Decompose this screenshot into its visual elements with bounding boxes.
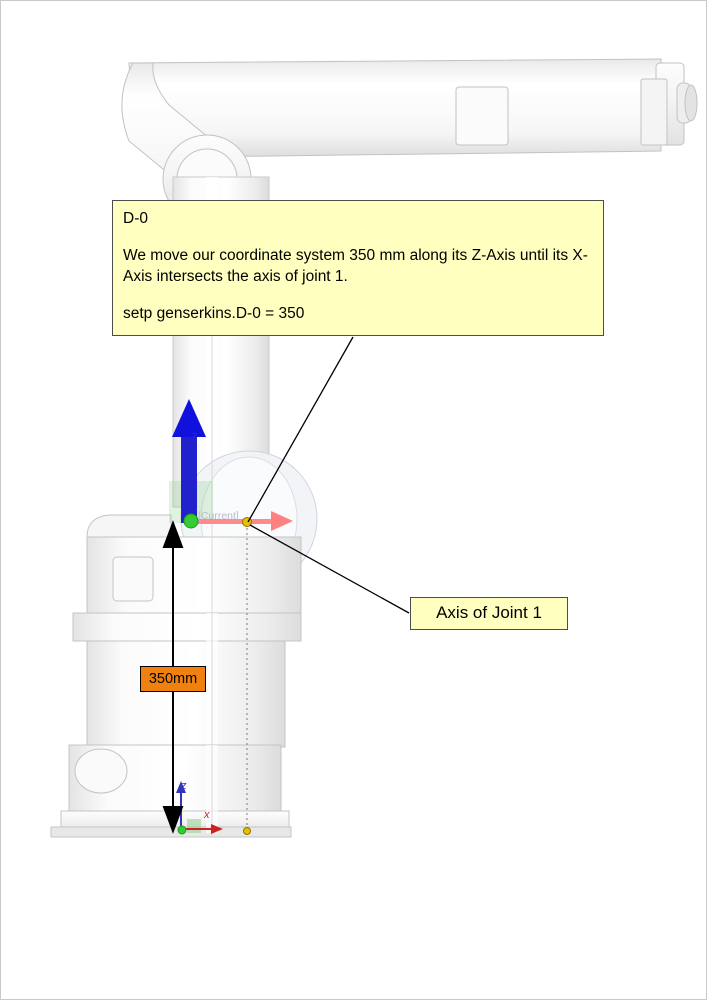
upper-frame-origin [184,514,198,528]
callout-d0-code: setp genserkins.D-0 = 350 [123,304,305,322]
dimension-label-350mm [140,666,206,692]
axis-label-x-lower: x [204,809,210,821]
robot-illustration [1,1,707,1000]
robot-base-block [73,515,301,747]
callout-d0-title: D-0 [123,210,148,227]
callout-axis-label: Axis of Joint 1 [436,603,542,623]
callout-d0 [112,200,604,336]
axis-label-z-upper: z [191,428,198,443]
current-frame-label: [Current] [198,510,239,522]
callout-d0-body: We move our coordinate system 350 mm along its Z-Axis until its X-Axis intersects the axis of joint 1. [123,246,588,285]
callout-axis-of-joint-1 [410,597,568,630]
dimension-label-text: 350mm [148,671,198,687]
axis-label-z-lower: z [181,780,187,792]
